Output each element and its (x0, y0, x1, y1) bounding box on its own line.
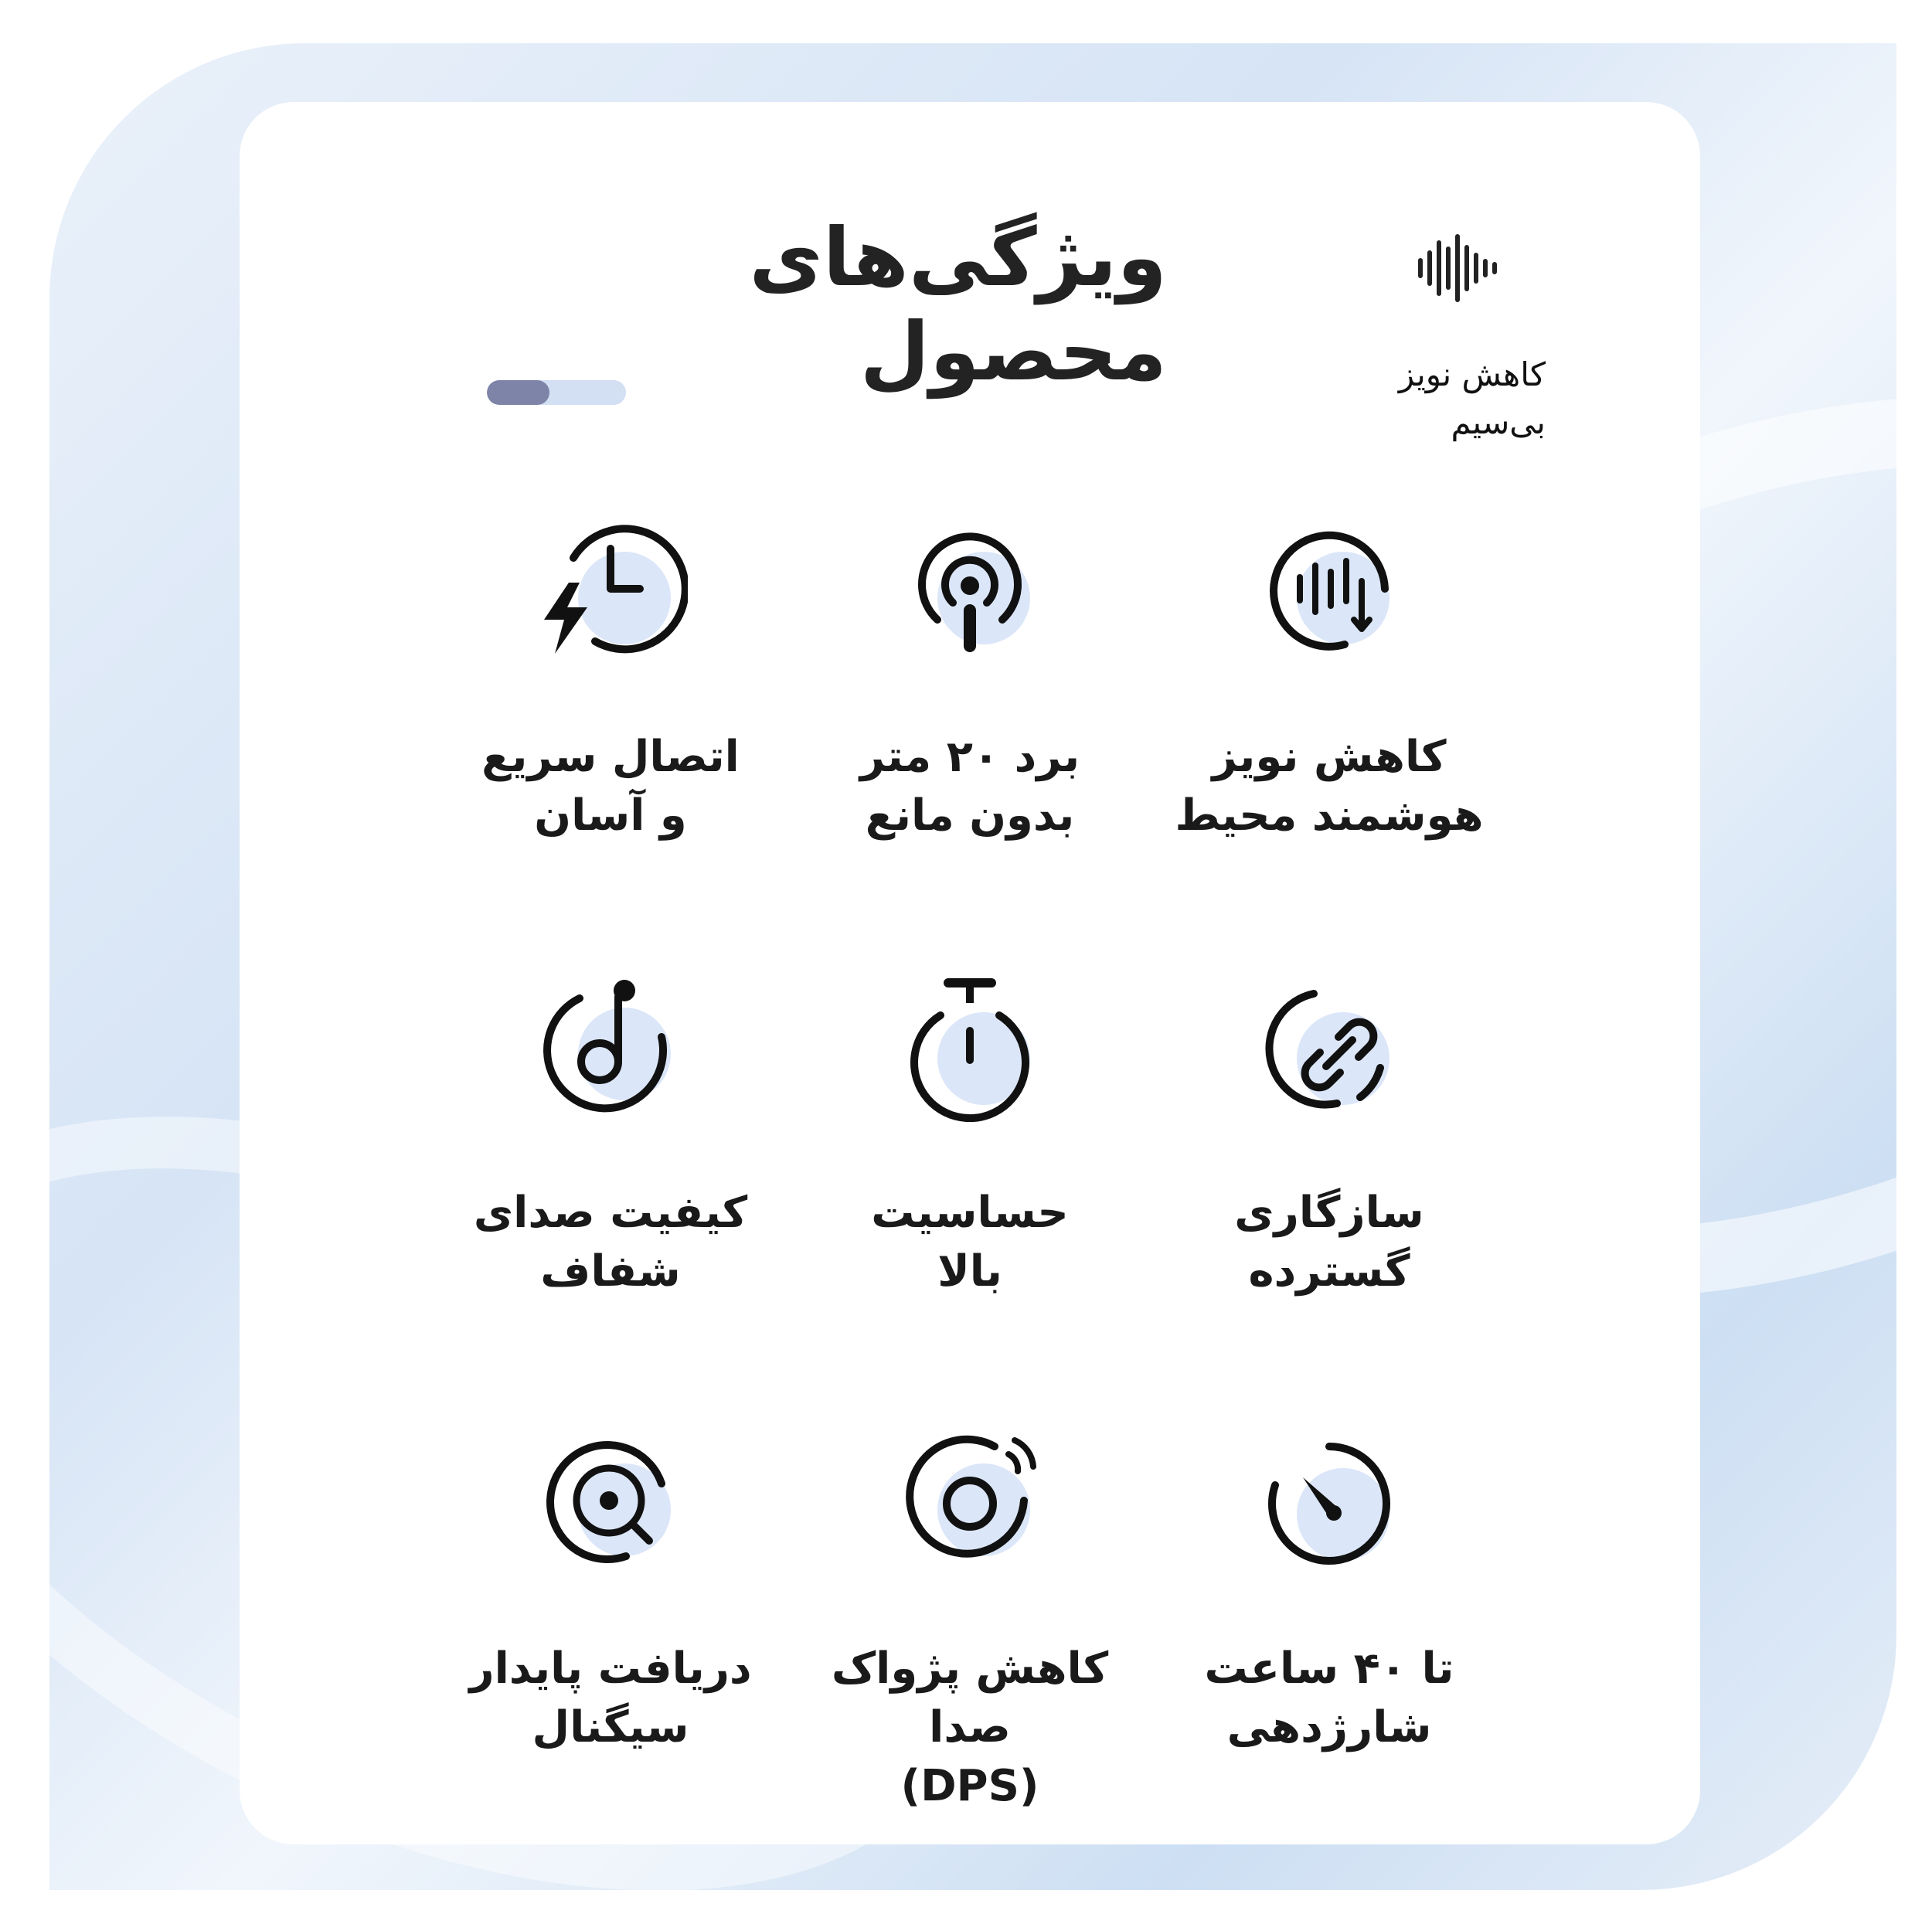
feature-label-line: گسترده (1248, 1246, 1410, 1297)
feature-label-line: هوشمند محیط (1175, 790, 1484, 841)
feature-label-line: کیفیت صدای (473, 1188, 748, 1238)
feature-label-line: برد ۲۰ متر (859, 732, 1080, 782)
music-note-icon (533, 967, 688, 1122)
feature-signal (425, 1423, 796, 1757)
feature-label (1144, 728, 1515, 845)
feature-echo-cancel (784, 1423, 1155, 1816)
feature-label-line: شارژدهی (1226, 1702, 1432, 1752)
feature-label (1144, 1640, 1515, 1757)
feature-label-line: بالا (937, 1246, 1002, 1297)
feature-label-line: شفاف (540, 1246, 681, 1297)
feature-label-line: سازگاری (1234, 1188, 1424, 1238)
range-signal-icon (893, 512, 1047, 666)
feature-label (425, 728, 796, 845)
feature-label-line: اتصال سریع (481, 732, 740, 782)
link-icon (1252, 967, 1406, 1122)
feature-label-line: حساسیت (871, 1188, 1069, 1238)
feature-sensitivity (784, 967, 1155, 1301)
feature-label-line: کاهش پژواک صدا (831, 1644, 1109, 1752)
subtitle-line: کاهش نویز (1398, 355, 1546, 393)
feature-label (784, 1184, 1155, 1301)
feature-label (425, 1640, 796, 1757)
stopwatch-icon (893, 967, 1047, 1122)
timer-icon (1252, 1423, 1406, 1578)
signal-target-icon (533, 1423, 688, 1578)
feature-range (784, 512, 1155, 845)
features-card (240, 102, 1700, 1844)
feature-label-line: و آسان (534, 790, 687, 841)
progress-bar (487, 380, 626, 405)
subtitle-line: بی‌سیم (1451, 403, 1546, 441)
page-title: ویژگی‌های محصول (749, 210, 1167, 399)
feature-battery (1144, 1423, 1515, 1757)
feature-compatibility (1144, 967, 1515, 1301)
progress-bar-fill (487, 380, 549, 405)
feature-label (784, 1640, 1155, 1816)
subtitle (1244, 351, 1546, 447)
feature-label (425, 1184, 796, 1301)
feature-label-line: دریافت پایدار (469, 1644, 752, 1694)
echo-cancel-icon (893, 1423, 1047, 1578)
fast-pair-clock-icon (533, 512, 688, 666)
noise-reduction-icon (1252, 512, 1406, 666)
feature-label (784, 728, 1155, 845)
feature-label-line: بدون مانع (865, 790, 1075, 841)
feature-label-line: کاهش نویز (1212, 732, 1447, 782)
feature-label-line: سیگنال (532, 1702, 689, 1752)
sound-wave-icon (1414, 233, 1499, 303)
feature-label-line: تا ۴۰ ساعت (1204, 1644, 1454, 1694)
feature-noise-reduction (1144, 512, 1515, 845)
feature-fast-connection (425, 512, 796, 845)
feature-sound-quality (425, 967, 796, 1301)
feature-label-line: (DPS) (900, 1761, 1039, 1811)
feature-label (1144, 1184, 1515, 1301)
